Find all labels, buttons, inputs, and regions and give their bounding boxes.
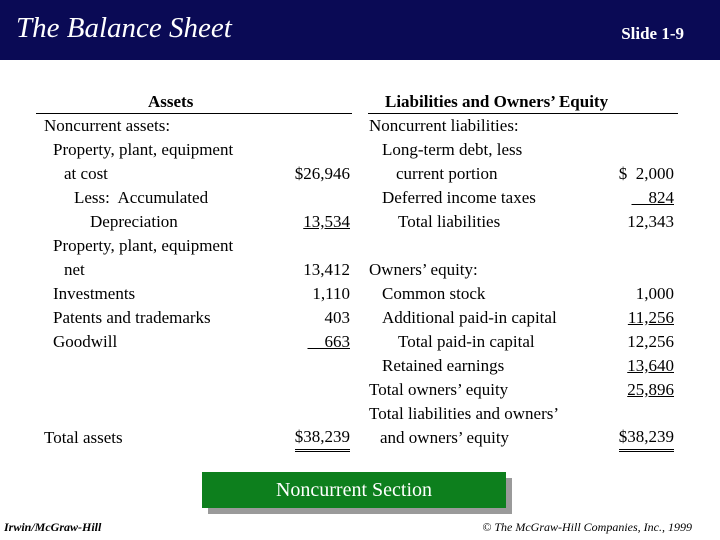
ppe-net-label-line1: Property, plant, equipment: [53, 236, 234, 255]
liabilities-heading: Liabilities and Owners’ Equity: [385, 92, 609, 111]
publisher-label: Irwin/McGraw-Hill: [4, 520, 102, 534]
total-owners-equity-value: 25,896: [627, 380, 674, 399]
investments-label: Investments: [53, 284, 136, 303]
slide-title: The Balance Sheet: [16, 12, 232, 44]
assets-heading: Assets: [148, 92, 194, 111]
retained-earnings-label: Retained earnings: [382, 356, 505, 375]
apic-label: Additional paid-in capital: [382, 308, 557, 327]
ltd-label-line1: Long-term debt, less: [382, 140, 523, 159]
goodwill-value-text: 663: [324, 332, 350, 351]
copyright-label: © The McGraw-Hill Companies, Inc., 1999: [482, 520, 692, 534]
apic-value: 11,256: [627, 308, 674, 327]
total-paid-in-value: 12,256: [627, 332, 674, 351]
deferred-taxes-value: [632, 187, 675, 209]
ltd-value: $ 2,000: [618, 164, 674, 183]
total-assets-value: $38,239: [295, 427, 350, 452]
noncurrent-liabilities-label: Noncurrent liabilities:: [369, 116, 519, 135]
slide-number: Slide 1-9: [621, 24, 684, 43]
total-liabilities-value: 12,343: [627, 212, 674, 231]
deferred-taxes-label: Deferred income taxes: [382, 188, 536, 207]
total-liabilities-label: Total liabilities: [398, 212, 501, 231]
ppe-net-label-line2: net: [64, 260, 85, 279]
goodwill-label: Goodwill: [53, 332, 118, 351]
total-liab-equity-label-line1: Total liabilities and owners’: [369, 404, 560, 423]
patents-label: Patents and trademarks: [53, 308, 211, 327]
ltd-label-line2: current portion: [396, 164, 498, 183]
patents-value: 403: [324, 308, 350, 327]
total-owners-equity-label: Total owners’ equity: [369, 380, 509, 399]
noncurrent-assets-label: Noncurrent assets:: [44, 116, 171, 135]
noncurrent-section-banner: Noncurrent Section: [202, 472, 506, 508]
assets-heading-rule: [36, 113, 352, 114]
liabilities-heading-rule: [368, 113, 678, 114]
total-liab-equity-label-line2: and owners’ equity: [380, 428, 510, 447]
accum-dep-label-line2: Depreciation: [90, 212, 178, 231]
ppe-net-value: 13,412: [303, 260, 350, 279]
ppe-cost-value: $26,946: [294, 164, 350, 183]
accum-dep-label-line1: Less: Accumulated: [74, 188, 209, 207]
total-liab-equity-value: $38,239: [619, 427, 674, 452]
goodwill-value: [308, 331, 351, 353]
common-stock-value: 1,000: [635, 284, 674, 303]
owners-equity-label: Owners’ equity:: [369, 260, 478, 279]
investments-value: 1,110: [312, 284, 350, 303]
deferred-taxes-value-text: 824: [648, 188, 674, 207]
ppe-label-line2: at cost: [64, 164, 108, 183]
accum-dep-value: 13,534: [303, 212, 350, 231]
retained-earnings-value: 13,640: [627, 356, 674, 375]
common-stock-label: Common stock: [382, 284, 486, 303]
ppe-label-line1: Property, plant, equipment: [53, 140, 234, 159]
total-paid-in-label: Total paid-in capital: [398, 332, 535, 351]
total-assets-label: Total assets: [44, 428, 123, 447]
